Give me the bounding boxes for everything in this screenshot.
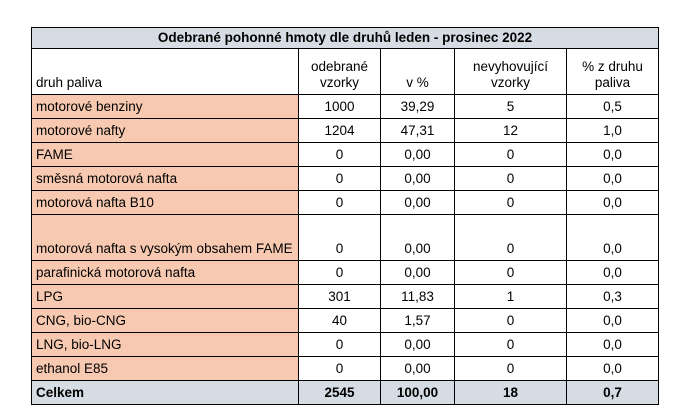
percent-of-type-cell: 0,0 bbox=[567, 191, 659, 215]
samples-cell: 1204 bbox=[299, 119, 381, 143]
table-row bbox=[32, 143, 659, 167]
percent-of-type-cell: 1,0 bbox=[567, 119, 659, 143]
total-share-cell: 100,00 bbox=[381, 381, 455, 405]
fuel-name-cell: FAME bbox=[32, 143, 299, 167]
samples-cell: 0 bbox=[299, 215, 381, 261]
table-row bbox=[32, 261, 659, 285]
total-samples-cell: 2545 bbox=[299, 381, 381, 405]
share-cell: 11,83 bbox=[381, 285, 455, 309]
noncompliant-cell: 0 bbox=[455, 143, 567, 167]
samples-cell: 40 bbox=[299, 309, 381, 333]
percent-of-type-cell: 0,0 bbox=[567, 143, 659, 167]
fuel-name-cell: CNG, bio-CNG bbox=[32, 309, 299, 333]
title-row bbox=[32, 28, 659, 49]
header-percent-of-type: % z druhu paliva bbox=[567, 49, 659, 95]
fuel-samples-table bbox=[31, 27, 659, 405]
samples-cell: 0 bbox=[299, 143, 381, 167]
noncompliant-cell: 0 bbox=[455, 167, 567, 191]
total-percent-of-type-cell: 0,7 bbox=[567, 381, 659, 405]
samples-cell: 0 bbox=[299, 333, 381, 357]
share-cell: 47,31 bbox=[381, 119, 455, 143]
fuel-name-cell: motorová nafta B10 bbox=[32, 191, 299, 215]
header-row bbox=[32, 49, 659, 95]
samples-cell: 0 bbox=[299, 167, 381, 191]
fuel-name-cell: směsná motorová nafta bbox=[32, 167, 299, 191]
fuel-name-cell: LPG bbox=[32, 285, 299, 309]
noncompliant-cell: 0 bbox=[455, 309, 567, 333]
header-samples: odebrané vzorky bbox=[299, 49, 381, 95]
noncompliant-cell: 5 bbox=[455, 95, 567, 119]
percent-of-type-cell: 0,3 bbox=[567, 285, 659, 309]
header-share: v % bbox=[381, 49, 455, 95]
header-noncompliant: nevyhovující vzorky bbox=[455, 49, 567, 95]
share-cell: 0,00 bbox=[381, 333, 455, 357]
table-row bbox=[32, 309, 659, 333]
percent-of-type-cell: 0,0 bbox=[567, 167, 659, 191]
noncompliant-cell: 0 bbox=[455, 357, 567, 381]
share-cell: 0,00 bbox=[381, 261, 455, 285]
samples-cell: 0 bbox=[299, 191, 381, 215]
table-row bbox=[32, 215, 659, 261]
table-row bbox=[32, 119, 659, 143]
percent-of-type-cell: 0,0 bbox=[567, 357, 659, 381]
percent-of-type-cell: 0,5 bbox=[567, 95, 659, 119]
table-row bbox=[32, 167, 659, 191]
percent-of-type-cell: 0,0 bbox=[567, 333, 659, 357]
samples-cell: 1000 bbox=[299, 95, 381, 119]
percent-of-type-cell: 0,0 bbox=[567, 309, 659, 333]
share-cell: 0,00 bbox=[381, 143, 455, 167]
percent-of-type-cell: 0,0 bbox=[567, 261, 659, 285]
fuel-name-cell: parafinická motorová nafta bbox=[32, 261, 299, 285]
share-cell: 39,29 bbox=[381, 95, 455, 119]
fuel-name-cell: ethanol E85 bbox=[32, 357, 299, 381]
noncompliant-cell: 0 bbox=[455, 191, 567, 215]
fuel-name-cell: motorové nafty bbox=[32, 119, 299, 143]
fuel-name-cell: motorová nafta s vysokým obsahem FAME bbox=[32, 215, 299, 261]
table-row bbox=[32, 95, 659, 119]
noncompliant-cell: 0 bbox=[455, 333, 567, 357]
table-row bbox=[32, 357, 659, 381]
total-label: Celkem bbox=[32, 381, 299, 405]
samples-cell: 0 bbox=[299, 261, 381, 285]
share-cell: 0,00 bbox=[381, 191, 455, 215]
table-title: Odebrané pohonné hmoty dle druhů leden - prosinec 2022 bbox=[32, 28, 659, 49]
noncompliant-cell: 0 bbox=[455, 215, 567, 261]
share-cell: 0,00 bbox=[381, 167, 455, 191]
table-row bbox=[32, 285, 659, 309]
fuel-name-cell: LNG, bio-LNG bbox=[32, 333, 299, 357]
share-cell: 0,00 bbox=[381, 357, 455, 381]
total-noncompliant-cell: 18 bbox=[455, 381, 567, 405]
header-fuel-type: druh paliva bbox=[32, 49, 299, 95]
table-row bbox=[32, 191, 659, 215]
noncompliant-cell: 12 bbox=[455, 119, 567, 143]
percent-of-type-cell: 0,0 bbox=[567, 215, 659, 261]
share-cell: 0,00 bbox=[381, 215, 455, 261]
noncompliant-cell: 0 bbox=[455, 261, 567, 285]
fuel-name-cell: motorové benziny bbox=[32, 95, 299, 119]
noncompliant-cell: 1 bbox=[455, 285, 567, 309]
samples-cell: 0 bbox=[299, 357, 381, 381]
samples-cell: 301 bbox=[299, 285, 381, 309]
table-row bbox=[32, 333, 659, 357]
total-row bbox=[32, 381, 659, 405]
share-cell: 1,57 bbox=[381, 309, 455, 333]
